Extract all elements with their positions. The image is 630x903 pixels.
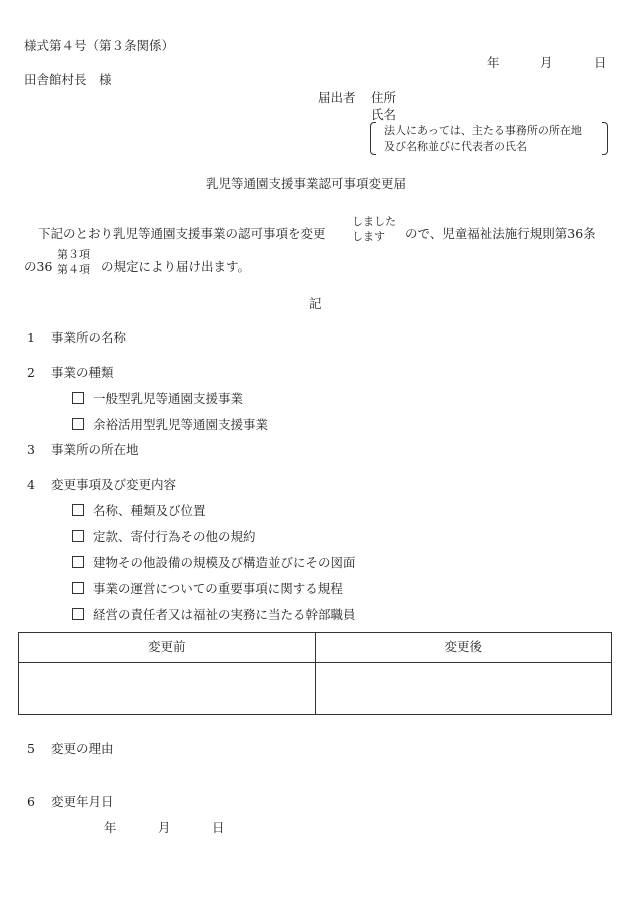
change-option-building[interactable] (72, 556, 356, 570)
document-title: 乳児等通園支援事業認可事項変更届 (206, 176, 407, 191)
bracket-right (602, 122, 608, 155)
type-option-general[interactable] (72, 392, 243, 406)
before-cell[interactable] (19, 663, 316, 715)
option-shimashita: しました (352, 215, 396, 228)
corporate-note-line2: 及び名称並びに代表者の氏名 (384, 140, 527, 153)
body-line1-suffix: ので、児童福祉法施行規則第36条 (405, 226, 596, 241)
checkbox[interactable] (72, 556, 84, 568)
item4-number: 4 (27, 477, 35, 492)
clause-4: 第４項 (57, 263, 90, 276)
option-label: 経営の責任者又は福祉の実務に当たる幹部職員 (93, 607, 356, 622)
change-option-bylaws[interactable] (72, 530, 256, 544)
type-option-surplus[interactable] (72, 418, 268, 432)
item6-label: 変更年月日 (51, 794, 114, 809)
item6-number: 6 (27, 794, 35, 809)
body-line2-prefix: の36 (24, 259, 53, 274)
corporate-note-line1: 法人にあっては、主たる事務所の所在地 (384, 124, 582, 137)
item4-label: 変更事項及び変更内容 (51, 477, 177, 492)
clause-3: 第３項 (57, 248, 90, 261)
addressee: 田舎館村長 様 (24, 72, 112, 87)
footer-year-label: 年 (104, 820, 117, 835)
checkbox[interactable] (72, 530, 84, 542)
option-label: 定款、寄付行為その他の規約 (93, 529, 256, 544)
body-line1-text: 下記のとおり乳児等通園支援事業の認可事項を変更 (38, 226, 326, 241)
applicant-label: 届出者 (318, 90, 356, 105)
address-label: 住所 (371, 90, 397, 105)
item5-label: 変更の理由 (51, 741, 114, 756)
col-after-header: 変更後 (315, 633, 612, 663)
change-option-operation[interactable] (72, 582, 343, 596)
option-label: 事業の運営についての重要事項に関する規程 (93, 581, 343, 596)
footer-day-label: 日 (212, 820, 225, 835)
after-cell[interactable] (315, 663, 612, 715)
date-year-label: 年 (487, 55, 500, 70)
option-shimasu: します (352, 230, 385, 243)
change-option-name[interactable] (72, 504, 206, 518)
body-line2-suffix: の規定により届け出ます。 (101, 259, 251, 274)
form-number: 様式第４号（第３条関係） (24, 38, 175, 53)
item5-number: 5 (27, 741, 35, 756)
col-before-header: 変更前 (19, 633, 316, 663)
option-label: 建物その他設備の規模及び構造並びにその図面 (93, 555, 356, 570)
date-month-label: 月 (540, 55, 553, 70)
item1-label: 事業所の名称 (51, 330, 127, 345)
checkbox[interactable] (72, 392, 84, 404)
checkbox[interactable] (72, 418, 84, 430)
date-day-label: 日 (594, 55, 607, 70)
footer-month-label: 月 (158, 820, 171, 835)
item3-number: 3 (27, 442, 35, 457)
item1-number: 1 (27, 330, 35, 345)
item2-label: 事業の種類 (51, 365, 114, 380)
item3-label: 事業所の所在地 (51, 442, 139, 457)
item2-number: 2 (27, 365, 35, 380)
corporate-note (370, 122, 608, 155)
bracket-left (370, 122, 376, 155)
option-label: 名称、種類及び位置 (93, 503, 206, 518)
checkbox[interactable] (72, 504, 84, 516)
option-label: 余裕活用型乳児等通園支援事業 (93, 417, 269, 432)
checkbox[interactable] (72, 582, 84, 594)
change-table (18, 632, 612, 715)
name-label: 氏名 (371, 107, 397, 122)
checkbox[interactable] (72, 608, 84, 620)
change-option-staff[interactable] (72, 608, 356, 622)
ki-heading: 記 (309, 296, 322, 311)
option-label: 一般型乳児等通園支援事業 (93, 391, 244, 406)
